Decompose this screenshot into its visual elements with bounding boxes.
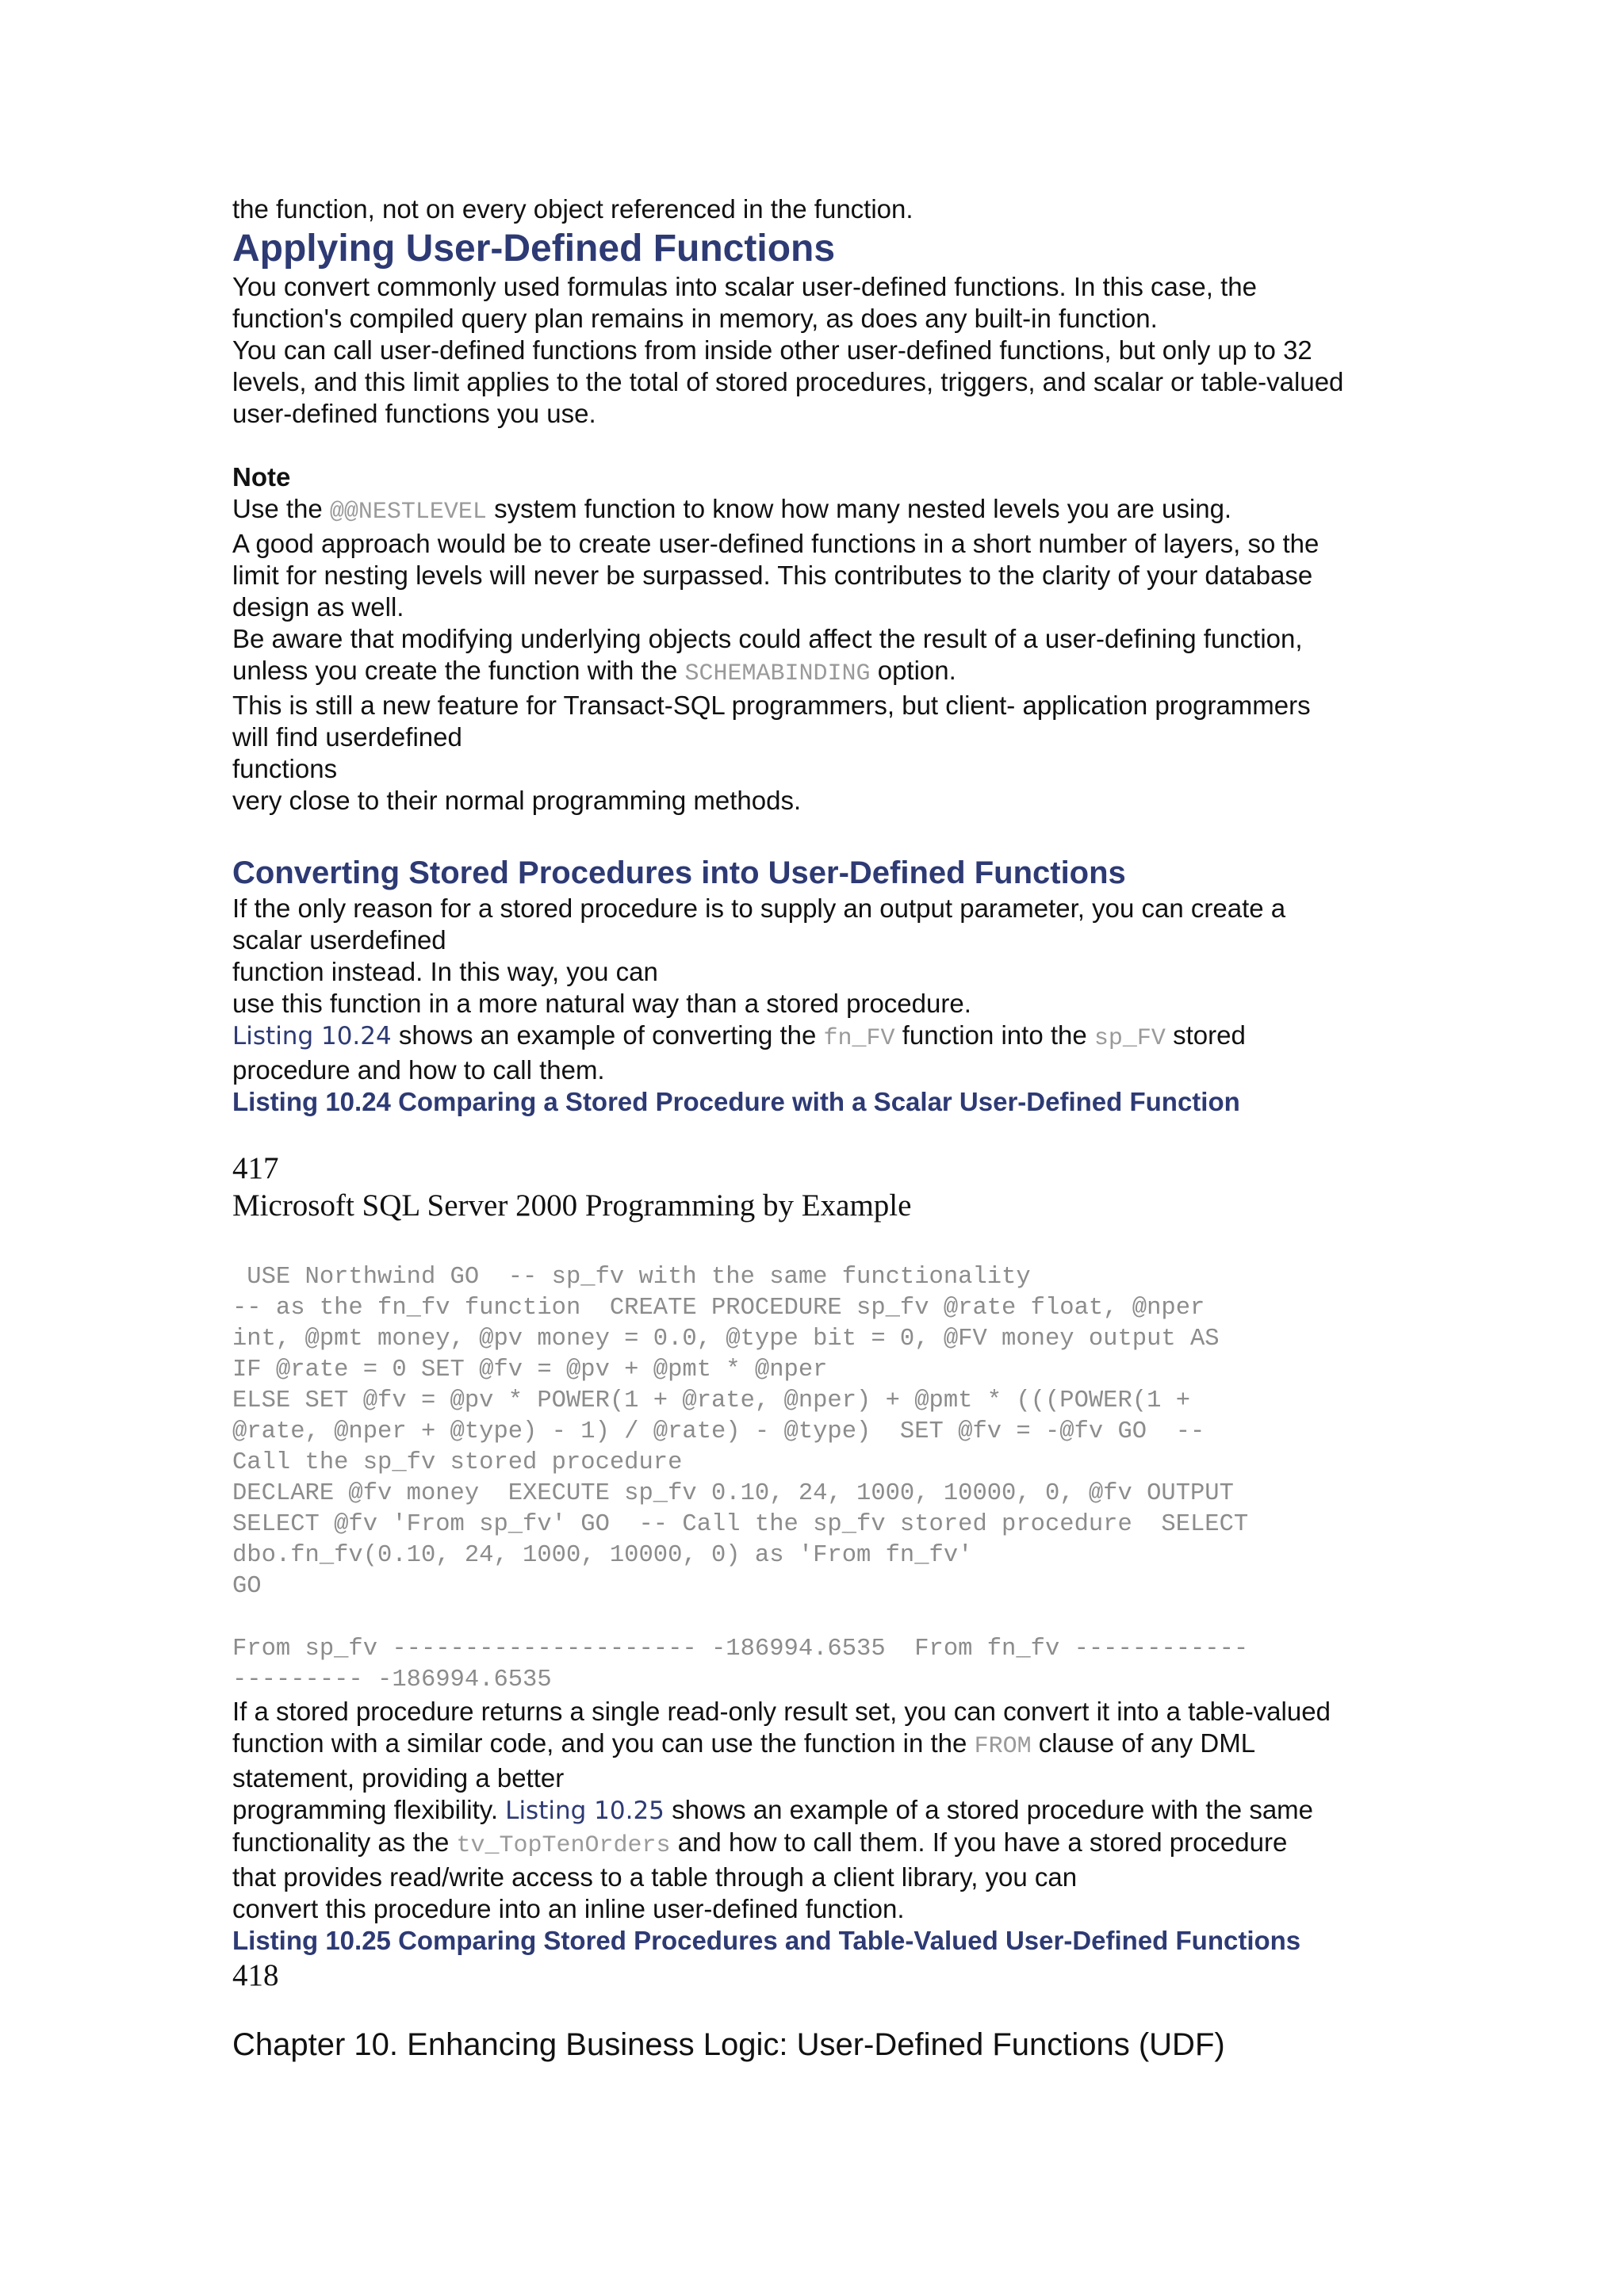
listing-10-24-link[interactable]: Listing 10.24: [232, 1022, 392, 1050]
note-title: Note: [232, 462, 291, 492]
text-line: If the only reason for a stored procedure is to supply an output parameter, you can create a: [232, 894, 1286, 923]
inline-code: tv_TopTenOrders: [456, 1832, 671, 1859]
text-fragment: unless you create the function with the: [232, 656, 685, 685]
text-line: You can call user-defined functions from inside other user-defined functions, but only up to 32: [232, 335, 1312, 365]
text-line: [232, 1794, 1398, 1827]
text-line: Be aware that modifying underlying objects could affect the result of a user-defining function,: [232, 624, 1303, 653]
spacer: [232, 1994, 1398, 2026]
text-line: design as well.: [232, 592, 404, 622]
listing-caption-10-24: Listing 10.24 Comparing a Stored Procedure with a Scalar User-Defined Function: [232, 1087, 1240, 1116]
listing-10-25-link[interactable]: Listing 10.25: [505, 1797, 665, 1825]
inline-code: @@NESTLEVEL: [329, 499, 487, 526]
text-line: levels, and this limit applies to the total of stored procedures, triggers, and scalar or table-valued: [232, 367, 1344, 396]
text-fragment: stored: [1165, 1020, 1246, 1050]
text-fragment: Use the: [232, 494, 330, 523]
text-line: [232, 1020, 1398, 1054]
paragraph-converting: [232, 893, 1398, 1118]
text-line: use this function in a more natural way than a stored procedure.: [232, 989, 971, 1018]
text-line: [232, 493, 1398, 528]
chapter-title: Chapter 10. Enhancing Business Logic: User-Defined Functions (UDF): [232, 2027, 1225, 2062]
text-fragment: shows an example of converting the: [391, 1020, 824, 1050]
note-box: [232, 461, 1398, 817]
inline-code: FROM: [974, 1733, 1032, 1760]
spacer: [232, 1602, 1398, 1634]
page-number: 417: [232, 1151, 279, 1185]
text-line: user-defined functions you use.: [232, 399, 596, 428]
text-line: that provides read/write access to a table through a client library, you can: [232, 1862, 1078, 1892]
text-line: A good approach would be to create user-defined functions in a short number of layers, so the: [232, 529, 1320, 558]
listing-caption-10-25: Listing 10.25 Comparing Stored Procedures and Table-Valued User-Defined Functions: [232, 1926, 1301, 1955]
page-number: 418: [232, 1958, 279, 1992]
text-line: This is still a new feature for Transact-SQL programmers, but client- application programmers: [232, 691, 1311, 720]
spacer: [232, 430, 1398, 461]
text-fragment: and how to call them. If you have a stored procedure: [670, 1827, 1288, 1857]
text-line: function's compiled query plan remains in memory, as does any built-in function.: [232, 304, 1158, 333]
spacer: [232, 1224, 1398, 1262]
text-fragment: function with a similar code, and you can use the function in the: [232, 1728, 975, 1758]
text-fragment: function into the: [894, 1020, 1094, 1050]
section-heading-applying: Applying User-Defined Functions: [232, 228, 836, 270]
text-fragment: option.: [870, 656, 956, 685]
text-line: functions: [232, 754, 338, 783]
section-heading-converting: Converting Stored Procedures into User-Defined Functions: [232, 855, 1126, 890]
text-line: scalar userdefined: [232, 925, 446, 955]
continued-text: the function, not on every object referenced in the function.: [232, 194, 914, 224]
book-title-header: Microsoft SQL Server 2000 Programming by Example: [232, 1188, 912, 1223]
paragraph-table-valued: [232, 1696, 1398, 1957]
spacer: [232, 1118, 1398, 1150]
text-line: [232, 1827, 1398, 1862]
text-line: You convert commonly used formulas into scalar user-defined functions. In this case, the: [232, 272, 1257, 301]
paragraph-intro: [232, 271, 1398, 335]
text-line: convert this procedure into an inline user-defined function.: [232, 1894, 905, 1923]
spacer: [232, 817, 1398, 855]
inline-code: fn_FV: [823, 1025, 895, 1052]
text-line: function instead. In this way, you can: [232, 957, 658, 986]
text-fragment: shows an example of a stored procedure with the same: [664, 1795, 1314, 1824]
text-fragment: system function to know how many nested levels you are using.: [486, 494, 1232, 523]
text-line: [232, 1728, 1398, 1762]
text-line: very close to their normal programming methods.: [232, 786, 802, 815]
inline-code: sp_FV: [1094, 1025, 1166, 1052]
text-line: statement, providing a better: [232, 1763, 565, 1793]
text-fragment: programming flexibility.: [232, 1795, 506, 1824]
text-line: limit for nesting levels will never be surpassed. This contributes to the clarity of your database: [232, 561, 1313, 590]
text-line: procedure and how to call them.: [232, 1055, 605, 1085]
paragraph-nesting: [232, 335, 1398, 430]
inline-code: SCHEMABINDING: [684, 660, 871, 687]
text-line: If a stored procedure returns a single read-only result set, you can convert it into a table-valued: [232, 1697, 1331, 1726]
code-listing-10-24: USE Northwind GO -- sp_fv with the same functionality -- as the fn_fv function CREATE PROCEDURE sp_fv @rate float, @nper int, @pmt money, @pv money = 0.0, @type bit = 0, @FV money output AS IF @rate = 0 SET @fv = @pv + @pmt * @nper ELSE SET @fv = @pv * POWER(1 + @rate, @nper) + @pmt * (((POWER(1 + @rate, @nper + @type) - 1) / @rate) - @type) SET @fv = -@fv GO -- Call the sp_fv stored procedure DECLARE @fv money EXECUTE sp_fv 0.10, 24, 1000, 10000, 0, @fv OUTPUT SELECT @fv 'From sp_fv' GO -- Call the sp_fv stored procedure SELECT dbo.fn_fv(0.10, 24, 1000, 10000, 0) as 'From fn_fv' GO: [232, 1264, 1249, 1600]
code-output-10-24: From sp_fv --------------------- -186994.6535 From fn_fv ------------ --------- -186994.6535: [232, 1636, 1249, 1693]
document-page: [232, 193, 1398, 2064]
text-fragment: functionality as the: [232, 1827, 457, 1857]
text-line: [232, 655, 1398, 690]
text-line: will find userdefined: [232, 722, 462, 752]
text-fragment: clause of any DML: [1031, 1728, 1256, 1758]
